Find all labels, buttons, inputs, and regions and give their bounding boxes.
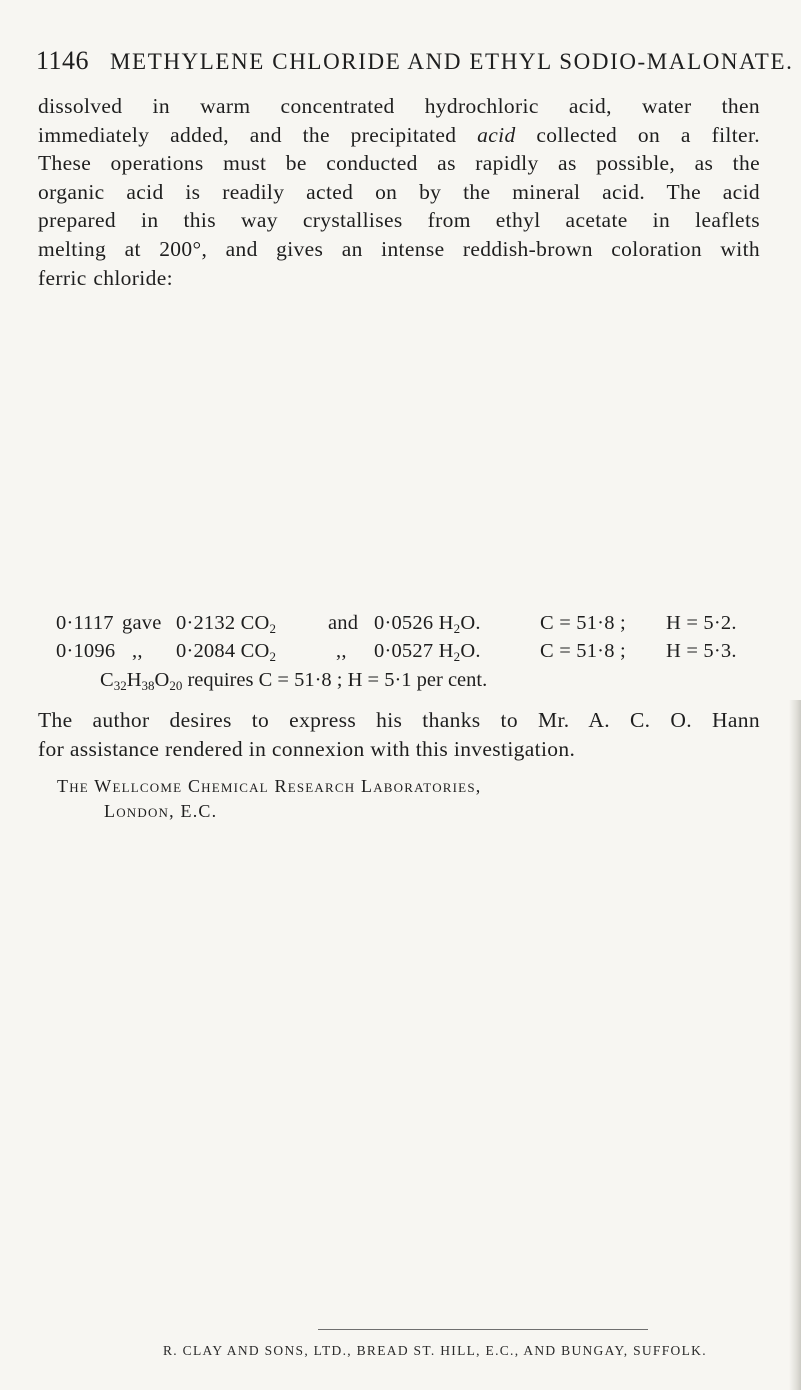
- subscript: 32: [113, 678, 127, 693]
- formula-o: O: [154, 669, 170, 691]
- h2o-text: 0·0527 H: [374, 640, 454, 662]
- co2-value: [176, 640, 276, 663]
- ditto-mark: ,,: [132, 640, 143, 662]
- subscript: 2: [269, 621, 277, 636]
- text-line: The author desires to express his thanks to Mr. A. C. O. Hann: [38, 708, 760, 732]
- text-line: These operations must be conducted as rapidly as possible, as the: [38, 151, 760, 176]
- requirement-text: requires C = 51·8 ; H = 5·1 per cent.: [187, 669, 488, 691]
- text-line: organic acid is readily acted on by the mineral acid. The acid: [38, 179, 760, 204]
- affiliation: [57, 774, 481, 824]
- printer-imprint: R. CLAY AND SONS, LTD., BREAD ST. HILL, E.C., AND BUNGAY, SUFFOLK.: [163, 1343, 707, 1358]
- h2o-tail: O.: [460, 612, 481, 634]
- text-line: ferric chloride:: [38, 265, 173, 290]
- hydrogen-result: H = 5·2.: [666, 612, 737, 634]
- hydrogen-result: H = 5·3.: [666, 640, 737, 662]
- carbon-result: C = 51·8 ;: [540, 612, 626, 634]
- ditto-mark: ,,: [336, 640, 347, 662]
- acknowledgement-paragraph: [38, 706, 760, 763]
- italic-word: acid: [477, 122, 516, 147]
- co2-value: [176, 612, 276, 635]
- text-segment: immediately added, and the precipitated: [38, 122, 457, 147]
- paragraph-1: [38, 92, 760, 292]
- carbon-result: C = 51·8 ;: [540, 640, 626, 662]
- page-edge-shadow: [789, 700, 801, 1390]
- h2o-text: 0·0526 H: [374, 612, 454, 634]
- subscript: 20: [169, 678, 183, 693]
- subscript: 38: [141, 678, 155, 693]
- page-number: 1146: [36, 46, 90, 75]
- formula-requirement: [100, 669, 487, 692]
- running-title: METHYLENE CHLORIDE AND ETHYL SODIO-MALONATE.: [110, 49, 794, 74]
- footer-rule: [318, 1329, 648, 1330]
- text-line: [38, 121, 760, 150]
- co2-text: 0·2132 CO: [176, 612, 270, 634]
- analysis-verb: gave: [122, 612, 162, 634]
- subscript: 2: [453, 649, 461, 664]
- page-header: [36, 46, 794, 82]
- subscript: 2: [269, 649, 277, 664]
- formula-c: C: [100, 669, 114, 691]
- subscript: 2: [453, 621, 461, 636]
- text-line: prepared in this way crystallises from ethyl acetate in leaflets: [38, 208, 760, 233]
- analysis-and: and: [328, 612, 359, 634]
- sample-mass: 0·1117: [56, 612, 114, 634]
- text-line: melting at 200°, and gives an intense reddish-brown coloration with: [38, 236, 760, 261]
- h2o-value: [374, 640, 481, 663]
- affiliation-line: The Wellcome Chemical Research Laboratories,: [57, 776, 482, 796]
- text-segment: collected on a filter.: [536, 122, 760, 147]
- h2o-tail: O.: [460, 640, 481, 662]
- formula-h: H: [126, 669, 142, 691]
- text-line: dissolved in warm concentrated hydrochloric acid, water then: [38, 94, 760, 118]
- co2-text: 0·2084 CO: [176, 640, 270, 662]
- text-line: for assistance rendered in connexion with this investigation.: [38, 736, 576, 761]
- sample-mass: 0·1096: [56, 640, 116, 662]
- h2o-value: [374, 612, 481, 635]
- affiliation-location: London, E.C.: [104, 801, 218, 821]
